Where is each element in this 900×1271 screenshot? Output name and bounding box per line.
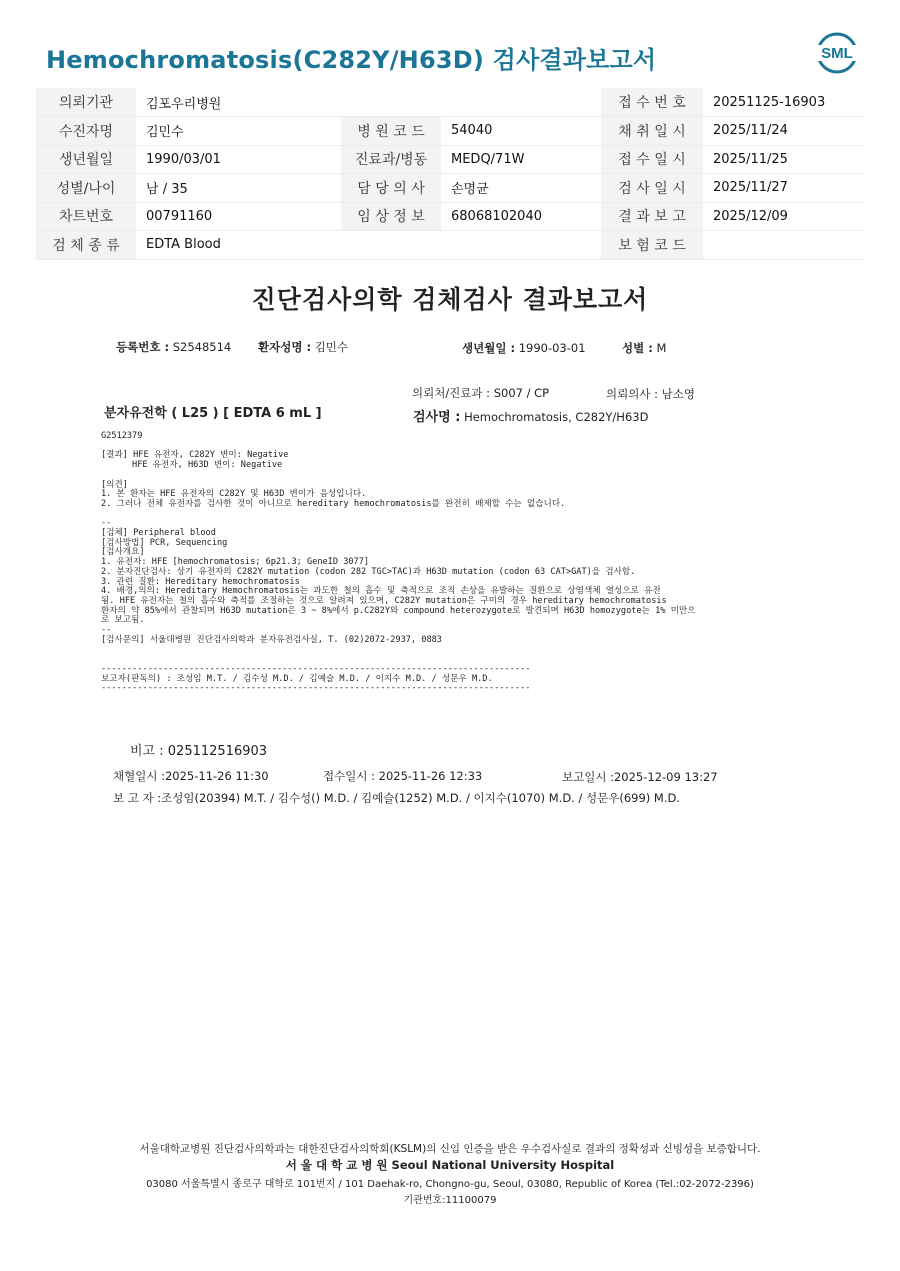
- note-label: 비고 :: [130, 744, 164, 759]
- reg-value: S2548514: [172, 340, 232, 354]
- sex-label: 성별 :: [622, 341, 653, 355]
- test-name: [413, 406, 648, 425]
- patient-info-table: [36, 88, 864, 260]
- institution-number: 기관번호:11100079: [403, 1195, 497, 1206]
- cell-label: 검 체 종 류: [36, 231, 136, 260]
- reg-label: 등록번호 :: [116, 340, 170, 354]
- cell-value: 김포우리병원: [136, 88, 601, 117]
- table-row: [36, 231, 864, 260]
- cell-label: 검 사 일 시: [601, 174, 703, 203]
- note: [130, 740, 267, 759]
- sml-logo-icon: [812, 30, 862, 76]
- cell-value: 손명균: [441, 174, 601, 203]
- cell-value: 54040: [441, 117, 601, 146]
- note-value: 025112516903: [167, 744, 268, 759]
- test-label: 검사명 :: [413, 410, 461, 425]
- section-title: 분자유전학 ( L25 ) [ EDTA 6 mL ]: [104, 406, 322, 421]
- cell-label: 수진자명: [36, 117, 136, 146]
- report-title: 진단검사의학 검체검사 결과보고서: [251, 285, 649, 314]
- cell-label: 접 수 번 호: [601, 88, 703, 117]
- cell-value: EDTA Blood: [136, 231, 601, 260]
- cell-label: 의뢰기관: [36, 88, 136, 117]
- cell-label: 차트번호: [36, 202, 136, 231]
- requester-doctor: 의뢰의사 : 남소영: [606, 387, 695, 401]
- cell-value: 남 / 35: [136, 174, 341, 203]
- dob-value: 1990-03-01: [518, 341, 586, 355]
- result-body: G2512379 [결과] HFE 유전자, C282Y 변이: Negative HFE 유전자, H63D 변이: Negative [의견] 1. 본 환자는 HFE 유전자의 C282Y 및 H63D 변이가 음성입니다. 2. 그러나 전체 유전자를 검사한 것이 아니므로 hereditary hemochromatosis를 완전히 배제할 수는 없습니다. -- [검체] Peripheral blood [검사방법] PCR, Sequencing [검사개요] 1. 유전자: HFE [hemochromatosis; 6p21.3; GeneID 3077] 2. 분자진단검사: 상기 유전자의 C282Y mutation (codon 282 TGC>TAC)과 H63D mutation (codon 63 CAT>GAT)을 검사함. 3. 관련 질환: Hereditary hemochromatosis 4. 배경,의의: Hereditary Hemochromatosis는 과도한 철의 흡수 및 축적으로 조직 손상을 유발하는 질환으로 상염색체 열성으로 유전 됨. HFE 유전자는 철의 흡수와 축적를 조절하는 것으로 알려져 있으며, C282Y mutation은 구미의 경우 hereditary hemochromatosis 환자의 약 85%에서 관찰되며 H63D mutation은 3 ~ 8%에서 p.C282Y와 compound heterozygote로 발견되며 H63D homozygote는 1% 미만으 로 보고됨. -- [검사문의] 서울대병원 진단검사의학과 분자유전검사실, T. (02)2072-2937, 0883 ----------------------------------------------------------------------------------- 보고자(판독의) : 조성임 M.T. / 김수성 M.D. / 김예슬 M.D. / 이지수 M.D. / 성문우 M.D. -----------------------------------------------------------------------------------: [101, 431, 696, 694]
- date-of-birth: [462, 340, 586, 356]
- table-row: [36, 174, 864, 203]
- cell-value: 68068102040: [441, 202, 601, 231]
- sex: [622, 340, 666, 356]
- table-row: [36, 88, 864, 117]
- cell-label: 생년월일: [36, 145, 136, 174]
- cell-value: 1990/03/01: [136, 145, 341, 174]
- name-value: 김민수: [314, 340, 349, 354]
- report-time: 보고일시 :2025-12-09 13:27: [562, 770, 718, 784]
- cell-label: 성별/나이: [36, 174, 136, 203]
- table-row: [36, 202, 864, 231]
- cell-value: 2025/11/27: [703, 174, 864, 203]
- cell-label: 결 과 보 고: [601, 202, 703, 231]
- page-title: Hemochromatosis(C282Y/H63D) 검사결과보고서: [46, 46, 657, 74]
- cell-value: 김민수: [136, 117, 341, 146]
- logo-text: SML: [821, 45, 853, 62]
- reporter-line: [113, 790, 680, 806]
- cell-label: 채 취 일 시: [601, 117, 703, 146]
- receive-time: 접수일시 : 2025-11-26 12:33: [323, 769, 483, 783]
- cell-label: 임 상 정 보: [341, 202, 441, 231]
- cell-label: 담 당 의 사: [341, 174, 441, 203]
- hospital-name: 서 울 대 학 교 병 원 Seoul National University Hospital: [285, 1158, 615, 1172]
- reporter-value: 조성임(20394) M.T. / 김수성() M.D. / 김예슬(1252) M.D. / 이지수(1070) M.D. / 성문우(699) M.D.: [161, 791, 681, 805]
- table-row: [36, 117, 864, 146]
- reporter-label: 보 고 자 :: [113, 791, 162, 805]
- sex-value: M: [656, 341, 667, 355]
- cell-value: 2025/11/24: [703, 117, 864, 146]
- cell-label: 접 수 일 시: [601, 145, 703, 174]
- dob-label: 생년월일 :: [462, 341, 516, 355]
- registration-number: [116, 339, 231, 355]
- cell-value: 20251125-16903: [703, 88, 864, 117]
- cell-value: 00791160: [136, 202, 341, 231]
- table-row: [36, 145, 864, 174]
- collect-time: 채혈일시 :2025-11-26 11:30: [113, 769, 269, 783]
- hospital-address: 03080 서울특별시 종로구 대학로 101번지 / 101 Daehak-ro, Chongno-gu, Seoul, 03080, Republic of Korea (Tel.:02-2072-2396): [146, 1179, 754, 1190]
- cell-label: 보 험 코 드: [601, 231, 703, 260]
- cell-label: 병 원 코 드: [341, 117, 441, 146]
- cell-value: [703, 231, 864, 260]
- cell-value: 2025/11/25: [703, 145, 864, 174]
- requester-dept: 의뢰처/진료과 : S007 / CP: [412, 386, 550, 400]
- certification-text: 서울대학교병원 진단검사의학과는 대한진단검사의학회(KSLM)의 신임 인증을 받은 우수검사실로 결과의 정확성과 신빙성을 보증합니다.: [139, 1143, 761, 1155]
- cell-value: MEDQ/71W: [441, 145, 601, 174]
- cell-value: 2025/12/09: [703, 202, 864, 231]
- patient-name: [258, 339, 348, 355]
- name-label: 환자성명 :: [258, 340, 312, 354]
- test-value: Hemochromatosis, C282Y/H63D: [464, 410, 649, 424]
- cell-label: 진료과/병동: [341, 145, 441, 174]
